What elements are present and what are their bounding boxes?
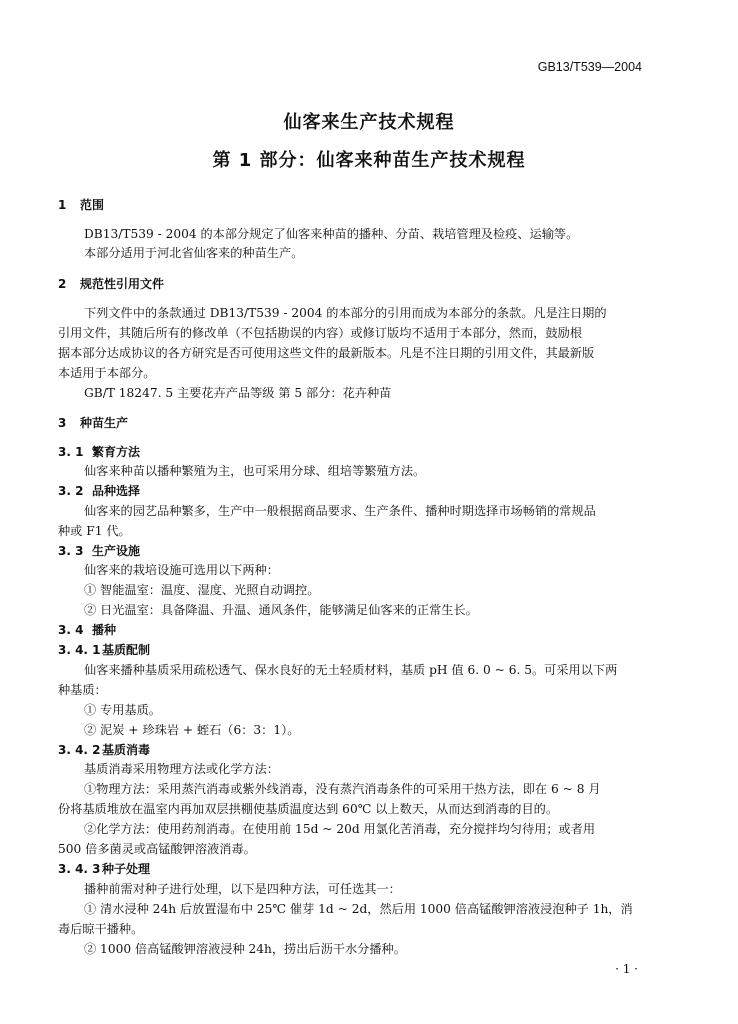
standard-code: GB13/T539—2004 xyxy=(537,60,642,74)
section-number: 3. 3 xyxy=(58,544,84,558)
paragraph: 仙客来的栽培设施可选用以下两种： xyxy=(84,563,279,577)
section-number: 3. 4. 3 xyxy=(58,862,101,876)
section-number: 3. 1 xyxy=(58,445,84,459)
paragraph-line: 仙客来的园艺品种繁多，生产中一般根据商品要求、生产条件、播种时期选择市场畅销的常规品 xyxy=(84,504,596,518)
document-subtitle: 第 1 部分：仙客来种苗生产技术规程 xyxy=(212,150,526,171)
subsection-3-4-3-heading xyxy=(58,860,150,877)
paragraph: 播种前需对种子进行处理，以下是四种方法，可任选其一： xyxy=(84,882,401,896)
section-number: 1 xyxy=(58,198,67,212)
list-item-line: 毒后晾干播种。 xyxy=(58,922,144,936)
section-number: 3. 4. 2 xyxy=(58,743,101,757)
section-number: 3. 4. 1 xyxy=(58,643,101,657)
list-item-line: ① 清水浸种 24h 后放置湿布中 25℃ 催芽 1d ~ 2d，然后用 1000 倍高锰酸钾溶液浸泡种子 1h，消 xyxy=(84,902,633,916)
page-number: · 1 · xyxy=(615,962,638,976)
section-1-heading xyxy=(58,196,104,213)
section-title: 生产设施 xyxy=(92,544,141,558)
paragraph: DB13/T539 - 2004 的本部分规定了仙客来种苗的播种、分苗、栽培管理及检疫、运输等。 xyxy=(84,227,579,241)
list-item-line: ①物理方法：采用蒸汽消毒或紫外线消毒，没有蒸汽消毒条件的可采用干热方法，即在 6 ~ 8 月 xyxy=(84,782,601,796)
section-number: 2 xyxy=(58,277,67,291)
paragraph-line: 种基质： xyxy=(58,683,107,697)
list-item: ① 智能温室：温度、湿度、光照自动调控。 xyxy=(84,583,320,597)
subsection-3-4-heading xyxy=(58,621,116,638)
section-number: 3 xyxy=(58,416,67,430)
paragraph: 仙客来种苗以播种繁殖为主，也可采用分球、组培等繁殖方法。 xyxy=(84,464,426,478)
section-title: 种子处理 xyxy=(102,862,151,876)
section-title: 规范性引用文件 xyxy=(80,277,165,291)
subsection-3-1-heading xyxy=(58,443,140,460)
section-3-heading xyxy=(58,414,128,431)
subsection-3-4-1-heading xyxy=(58,641,150,658)
paragraph-line: 种或 F1 代。 xyxy=(58,524,131,538)
section-title: 基质配制 xyxy=(102,643,151,657)
paragraph: 本部分适用于河北省仙客来的种苗生产。 xyxy=(84,246,304,260)
list-item-line: 500 倍多菌灵或高锰酸钾溶液消毒。 xyxy=(58,842,256,856)
paragraph-line: 引用文件，其随后所有的修改单（不包括勘误的内容）或修订版均不适用于本部分，然而，鼓励根 xyxy=(58,326,583,340)
list-item-line: ②化学方法：使用药剂消毒。在使用前 15d ~ 20d 用氯化苦消毒，充分搅拌均匀待用；或者用 xyxy=(84,822,596,836)
section-2-heading xyxy=(58,275,164,292)
paragraph-line: 据本部分达成协议的各方研究是否可使用这些文件的最新版本。凡是不注日期的引用文件，其最新版 xyxy=(58,346,595,360)
normative-reference: GB/T 18247. 5 主要花卉产品等级 第 5 部分：花卉种苗 xyxy=(84,386,392,400)
section-title: 种苗生产 xyxy=(80,416,129,430)
paragraph-line: 本适用于本部分。 xyxy=(58,366,156,380)
section-number: 3. 4 xyxy=(58,623,84,637)
document-title: 仙客来生产技术规程 xyxy=(283,112,455,133)
subsection-3-4-2-heading xyxy=(58,741,150,758)
section-number: 3. 2 xyxy=(58,484,84,498)
list-item: ② 1000 倍高锰酸钾溶液浸种 24h，捞出后沥干水分播种。 xyxy=(84,942,406,956)
section-title: 繁育方法 xyxy=(92,445,141,459)
subsection-3-2-heading xyxy=(58,482,140,499)
section-title: 品种选择 xyxy=(92,484,141,498)
list-item: ② 日光温室：具备降温、升温、通风条件，能够满足仙客来的正常生长。 xyxy=(84,603,478,617)
list-item: ① 专用基质。 xyxy=(84,703,161,717)
section-title: 播种 xyxy=(92,623,117,637)
section-title: 范围 xyxy=(80,198,105,212)
list-item: ② 泥炭 + 珍珠岩 + 蛭石（6：3：1）。 xyxy=(84,723,300,737)
list-item-line: 份将基质堆放在温室内再加双层拱棚使基质温度达到 60℃ 以上数天，从而达到消毒的目的。 xyxy=(58,802,559,816)
paragraph-line: 下列文件中的条款通过 DB13/T539 - 2004 的本部分的引用而成为本部分的条款。凡是注日期的 xyxy=(84,306,607,320)
subsection-3-3-heading xyxy=(58,542,140,559)
paragraph-line: 仙客来播种基质采用疏松透气、保水良好的无土轻质材料，基质 pH 值 6. 0 ~ 6. 5。可采用以下两 xyxy=(84,663,618,677)
section-title: 基质消毒 xyxy=(102,743,151,757)
paragraph: 基质消毒采用物理方法或化学方法： xyxy=(84,762,279,776)
